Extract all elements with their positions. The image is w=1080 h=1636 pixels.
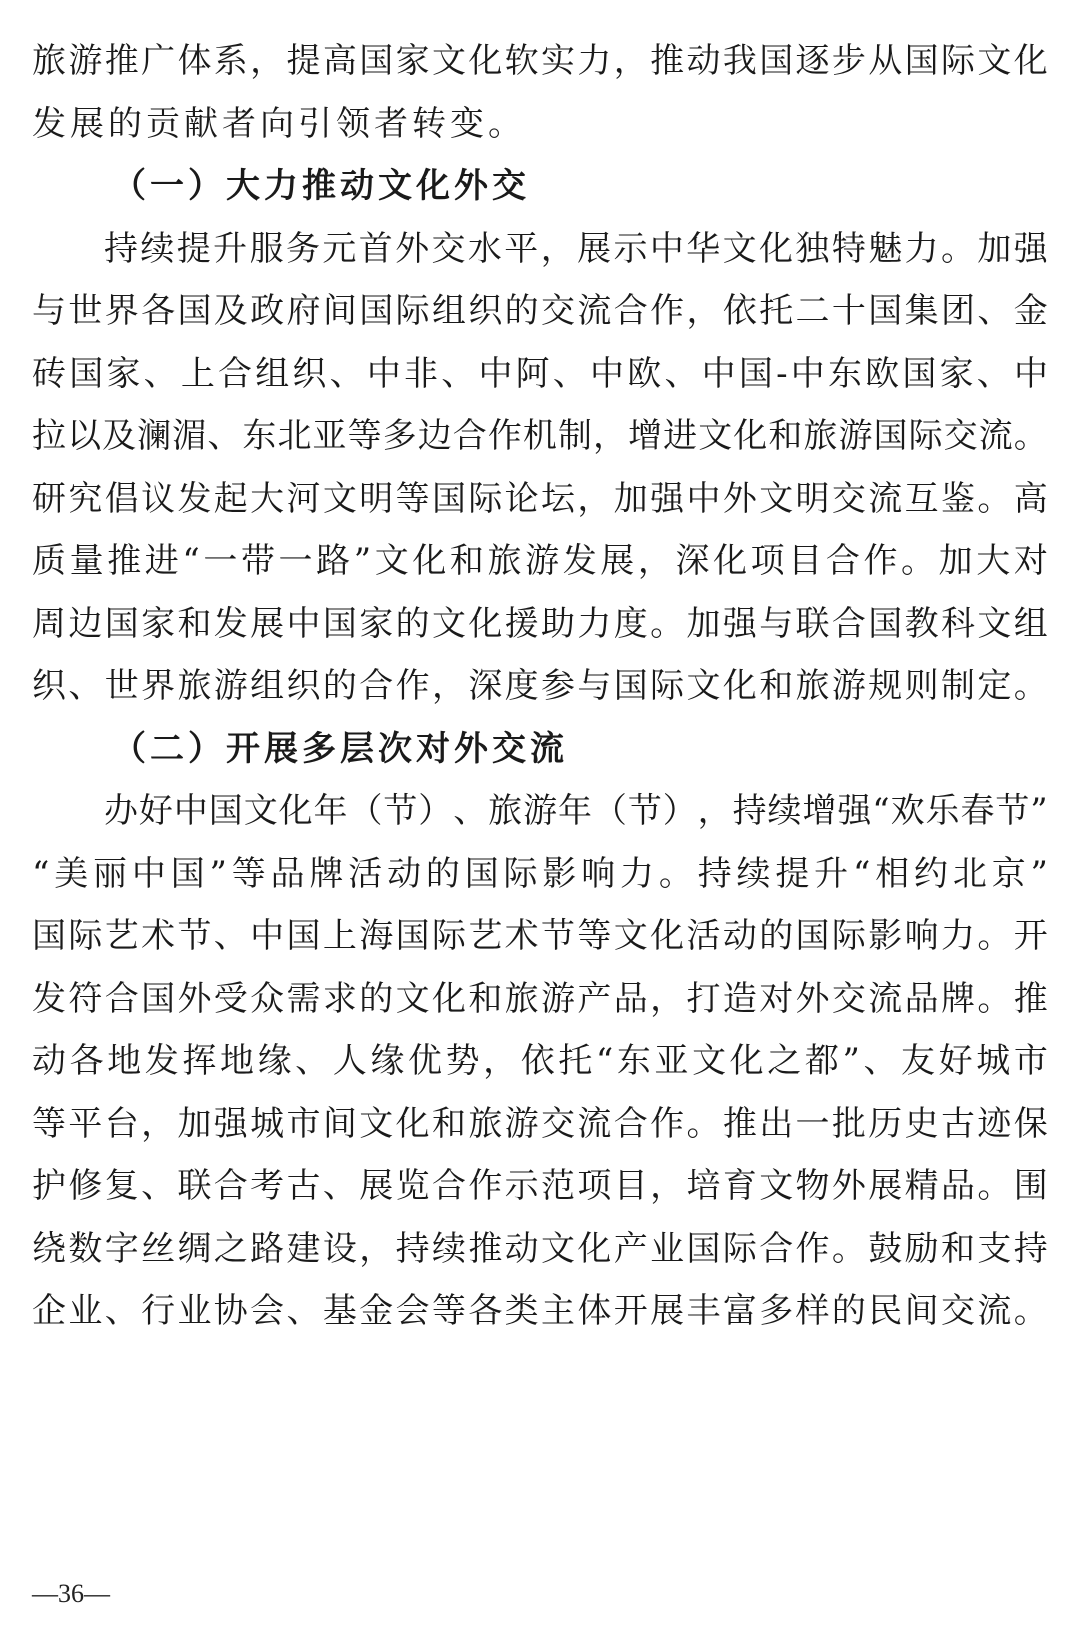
paragraph-line: 旅 游 推 广 体 系 ， 提 高 国 家 文 化 软 实 力 ， 推 动 我 国 逐 步 从 国 际 文 化 [32,41,1048,81]
paragraph-line: 绕 数 字 丝 绸 之 路 建 设 ， 持 续 推 动 文 化 产 业 国 际 合 作 。 鼓 励 和 支 持 [32,1228,1048,1269]
paragraph-line: 质 量 推 进 “ 一 带 一 路 ” 文 化 和 旅 游 发 展 ， 深 化 项 目 合 作 。 加 大 对 [32,541,1048,581]
paragraph-line: 研 究 倡 议 发 起 大 河 文 明 等 国 际 论 坛 ， 加 强 中 外 文 明 交 流 互 鉴 。 高 [32,478,1048,519]
paragraph-line: 发展的贡献者向引领者转变。 [32,103,526,144]
page-number: —36— [32,1579,110,1608]
paragraph-line: 与 世 界 各 国 及 政 府 间 国 际 组 织 的 交 流 合 作 ， 依 托 二 十 国 集 团 、 金 [32,291,1048,331]
paragraph-line: 等 平 台 ， 加 强 城 市 间 文 化 和 旅 游 交 流 合 作 。 推 出 一 批 历 史 古 迹 保 [32,1103,1048,1144]
paragraph-line: 办 好 中 国 文 化 年 （ 节 ） 、 旅 游 年 （ 节 ） ， 持 续 增 强 “ 欢 乐 春 节 ” [104,791,1048,831]
paragraph-line: 发 符 合 国 外 受 众 需 求 的 文 化 和 旅 游 产 品 ， 打 造 对 外 交 流 品 牌 。 推 [32,978,1048,1019]
paragraph-line: 护 修 复 、 联 合 考 古 、 展 览 合 作 示 范 项 目 ， 培 育 文 物 外 展 精 品 。 围 [32,1166,1048,1206]
paragraph-line: “ 美 丽 中 国 ” 等 品 牌 活 动 的 国 际 影 响 力 。 持 续 提 升 “ 相 约 北 京 ” [32,853,1048,894]
paragraph-line: 拉 以 及 澜 湄 、 东 北 亚 等 多 边 合 作 机 制 ， 增 进 文 化 和 旅 游 国 际 交 流 。 [32,416,1048,456]
paragraph-line: 国 际 艺 术 节 、 中 国 上 海 国 际 艺 术 节 等 文 化 活 动 的 国 际 影 响 力 。 开 [32,916,1048,956]
paragraph-line: 持 续 提 升 服 务 元 首 外 交 水 平 ， 展 示 中 华 文 化 独 特 魅 力 。 加 强 [104,228,1048,269]
section-heading: （二）开展多层次对外交流 [112,728,568,769]
paragraph-line: 砖 国 家 、 上 合 组 织 、 中 非 、 中 阿 、 中 欧 、 中 国 - 中 东 欧 国 家 、 中 [32,353,1048,394]
paragraph-line: 周 边 国 家 和 发 展 中 国 家 的 文 化 援 助 力 度 。 加 强 与 联 合 国 教 科 文 组 [32,603,1048,644]
paragraph-line: 动 各 地 发 挥 地 缘 、 人 缘 优 势 ， 依 托 “ 东 亚 文 化 之 都 ” 、 友 好 城 市 [32,1041,1048,1081]
paragraph-line: 企 业 、 行 业 协 会 、 基 金 会 等 各 类 主 体 开 展 丰 富 多 样 的 民 间 交 流 。 [32,1291,1048,1331]
section-heading: （一）大力推动文化外交 [112,166,530,206]
paragraph-line: 织 、 世 界 旅 游 组 织 的 合 作 ， 深 度 参 与 国 际 文 化 和 旅 游 规 则 制 定 。 [32,666,1048,706]
